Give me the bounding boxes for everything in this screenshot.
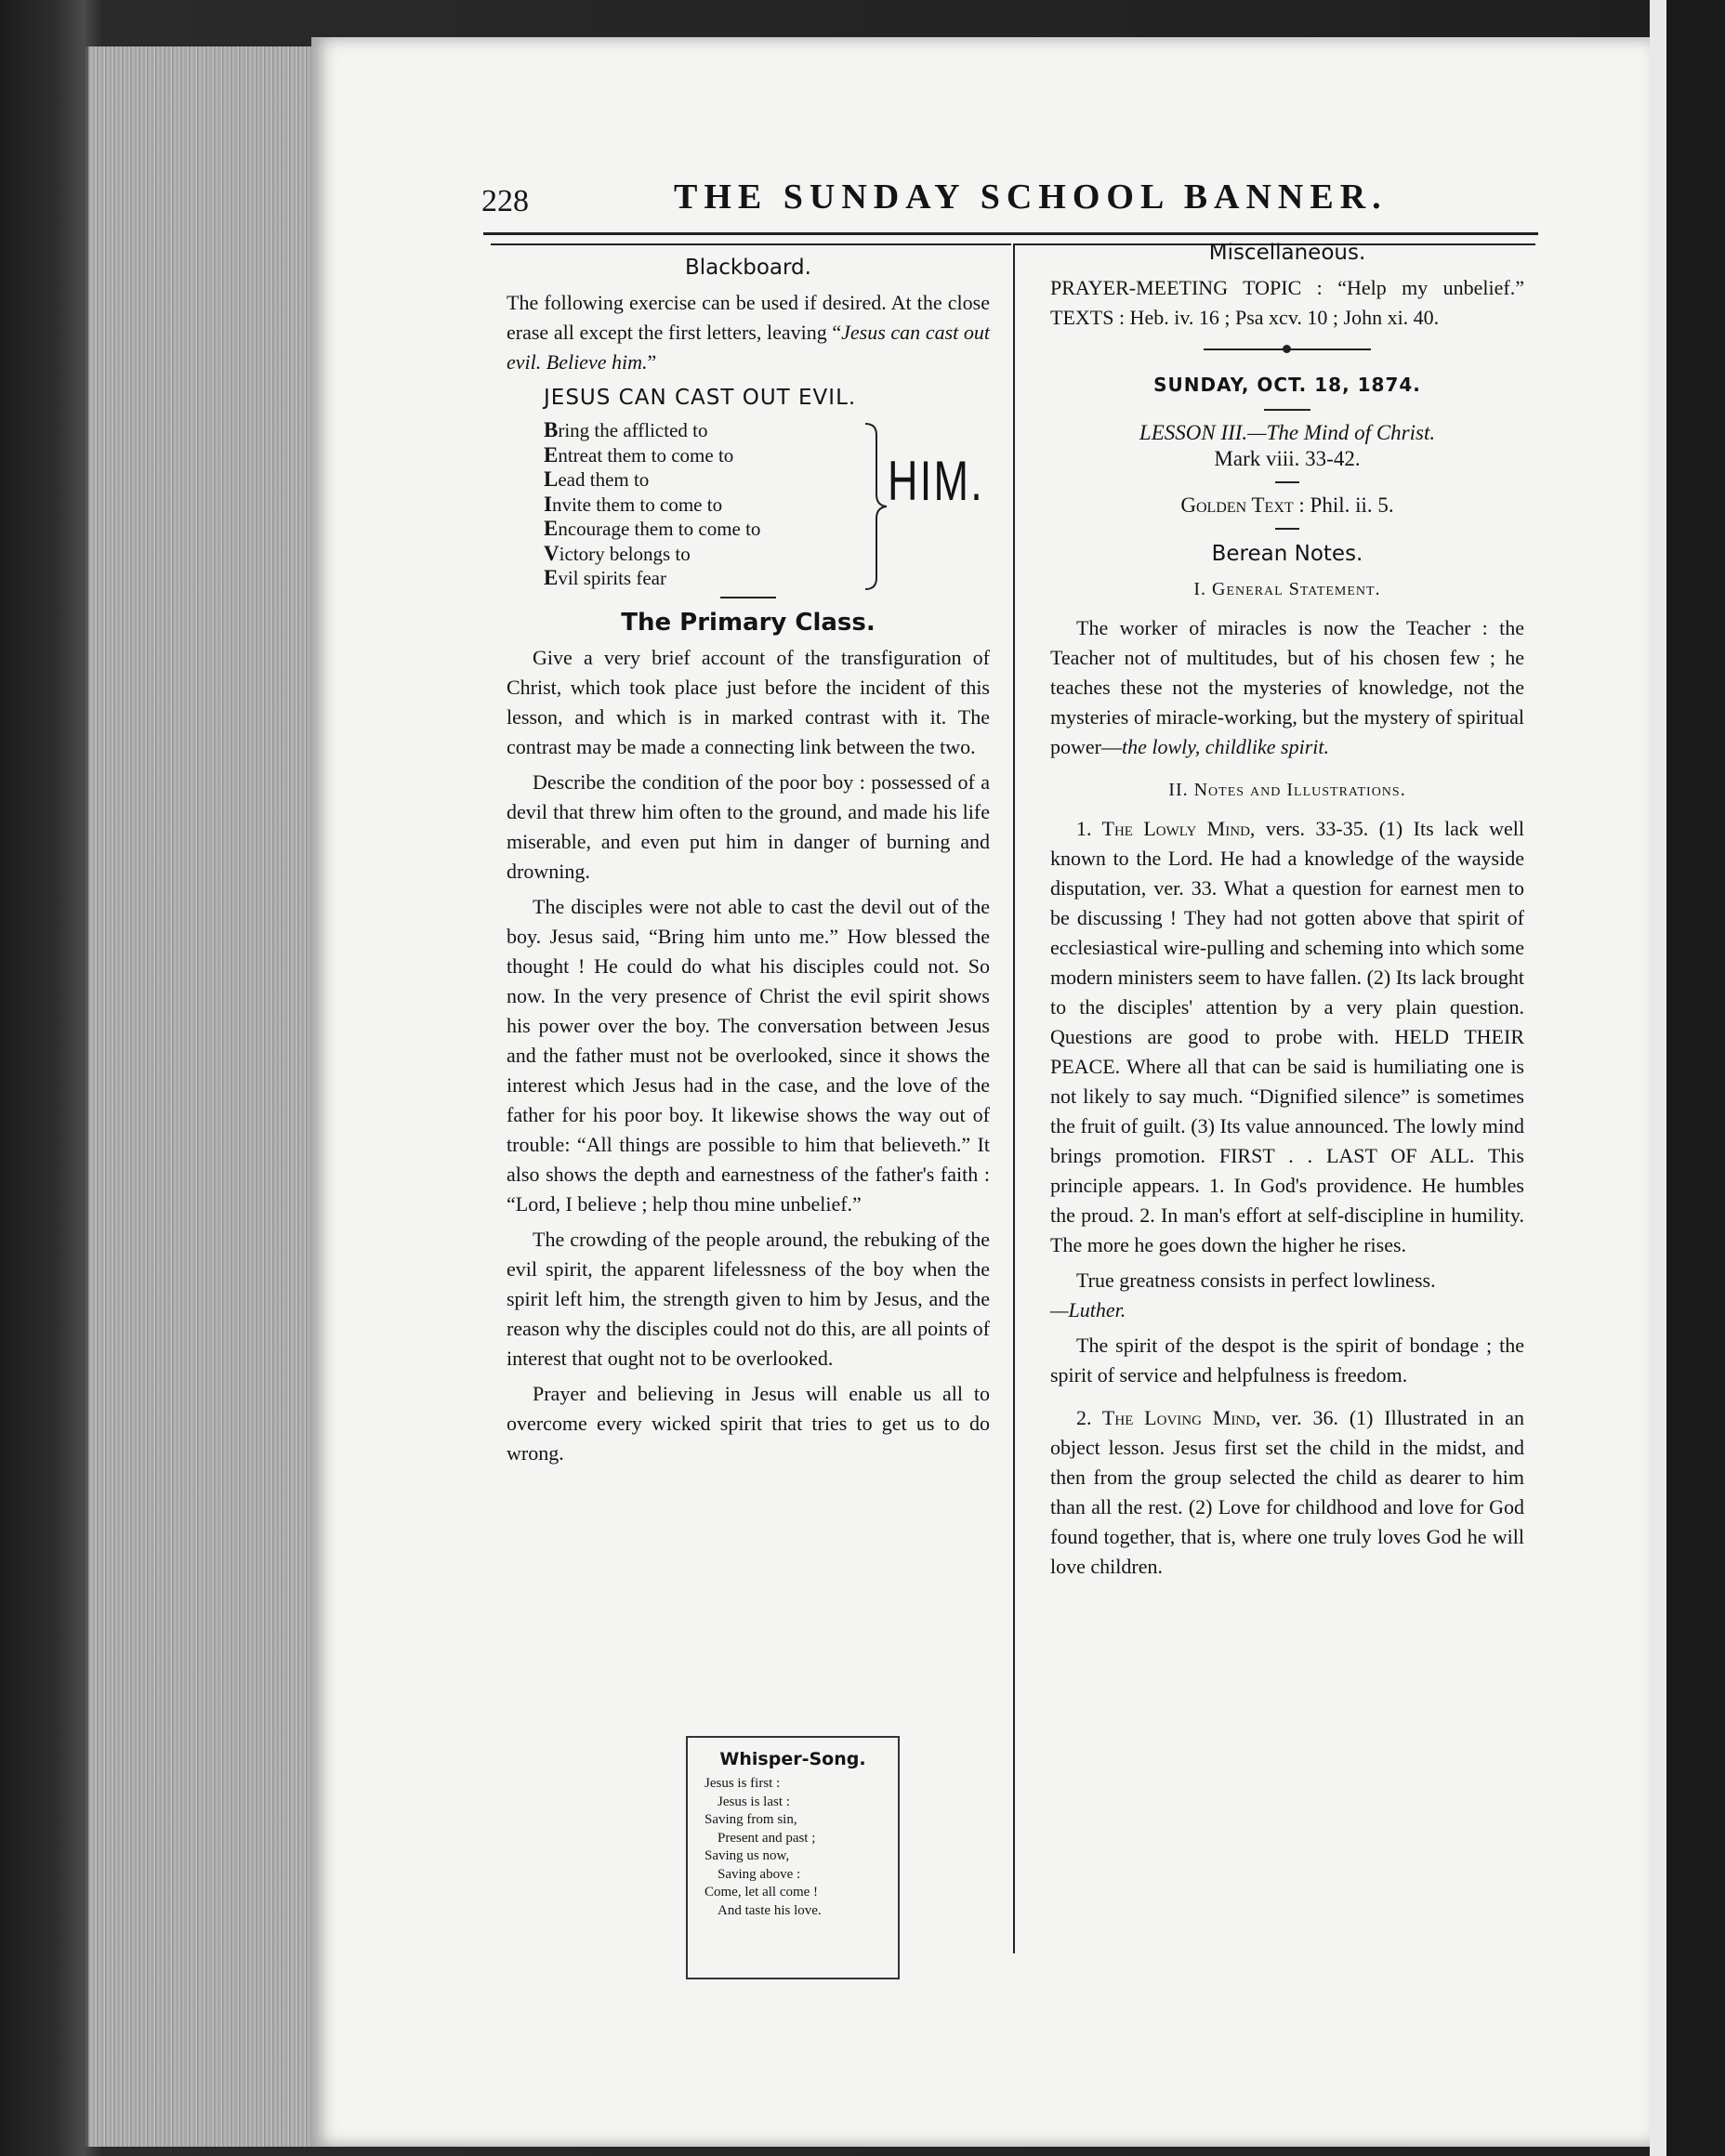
whisper-line: And taste his love. (718, 1902, 822, 1918)
luther-quote: True greatness consists in perfect lowliness. (1076, 1269, 1436, 1292)
section-divider (1275, 528, 1299, 530)
notes-heading: II. Notes and Illustrations. (1168, 780, 1406, 800)
despot-quote: The spirit of the despot is the spirit of bondage ; the spirit of service and helpfulness is freedom. (1050, 1334, 1524, 1387)
general-statement-heading: I. General Statement. (1193, 579, 1381, 599)
left-column (507, 253, 990, 1474)
him-word: HIM. (888, 450, 984, 512)
primary-paragraph-1: Give a very brief account of the transfiguration of Christ, which took place just before the incident of this lesson, and which is in marked contrast with it. The contrast may be made a connecting link between the two. (507, 646, 990, 758)
berean-notes-heading: Berean Notes. (1211, 542, 1363, 566)
primary-paragraph-4: The crowding of the people around, the rebuking of the evil spirit, the apparent lifelessness of the boy when the spirit left him, the strength given to him by Jesus, and the reason why the disciples could not do this, are all points of interest that ought not to be overlooked. (507, 1228, 990, 1370)
page-stack-edge (86, 46, 330, 2147)
whisper-line: Jesus is first : (704, 1776, 781, 1791)
section-divider (1275, 481, 1299, 483)
acrostic-title: JESUS CAN CAST OUT EVIL. (544, 386, 857, 410)
whisper-song-title: Whisper-Song. (719, 1749, 866, 1769)
acrostic-line: Invite them to come to (544, 492, 723, 516)
primary-paragraph-2: Describe the condition of the poor boy : possessed of a devil that threw him often to the ground, and made his life miserable, and even put him in danger of burning and drowning. (507, 770, 990, 883)
whisper-song-box (686, 1736, 900, 1979)
sunday-date: SUNDAY, OCT. 18, 1874. (1153, 374, 1421, 396)
blackboard-intro-italic: Jesus can cast out evil. Believe him. (507, 321, 991, 374)
section-divider (1264, 409, 1310, 411)
whisper-line: Saving from sin, (704, 1812, 797, 1827)
primary-paragraph-5: Prayer and believing in Jesus will enable us all to overcome every wicked spirit that tries to get us to do wrong. (507, 1382, 990, 1465)
miscellaneous-heading: Miscellaneous. (1208, 241, 1366, 265)
acrostic-line: Entreat them to come to (544, 442, 734, 467)
scanner-border (1666, 0, 1725, 2156)
general-statement-text: The worker of miracles is now the Teacher : the Teacher not of multitudes, but of his chosen few ; he teaches these not the mysteries of knowledge, not the mysteries of miracle-working, but the mystery of spiritual power—the lowly, childlike spirit. (1050, 616, 1524, 758)
header-rule (483, 232, 1538, 235)
luther-attribution: —Luther. (1050, 1298, 1126, 1321)
prayer-meeting-topic: PRAYER-MEETING TOPIC : “Help my unbelief.” TEXTS : Heb. iv. 16 ; Psa xcv. 10 ; John xi. 40. (1050, 276, 1524, 329)
acrostic (544, 418, 990, 593)
blackboard-heading: Blackboard. (685, 256, 811, 280)
primary-paragraph-3: The disciples were not able to cast the devil out of the boy. Jesus said, “Bring him unto me.” How blessed the thought ! He could do what his disciples could not. So now. In the very presence of Christ the evil spirit shows his power over the boy. The conversation between Jesus and the father must not be overlooked, since it shows the interest which Jesus had in the case, and the love of the father for his poor boy. It likewise shows the way out of trouble: “All things are possible to him that believeth.” It also shows the depth and earnestness of the father's faith : “Lord, I believe ; help thou mine unbelief.” (507, 895, 990, 1216)
whisper-line: Jesus is last : (718, 1794, 790, 1809)
acrostic-line: Bring the afflicted to (544, 418, 708, 441)
page-number: 228 (481, 184, 529, 218)
blackboard-intro: The following exercise can be used if desired. At the close erase all except the first letters, leaving “Jesus can cast out evil. Believe him.” (507, 291, 991, 374)
note-lowly-mind: 1. The Lowly Mind, vers. 33-35. (1) Its lack well known to the Lord. He had a knowledge of the wayside disputation, ver. 33. What a question for earnest men to be discussing ! They had not gotten above that spirit of ecclesiastical wire-pulling and scheming into which some modern ministers seem to have fallen. (2) Its lack brought to the disciples' attention by a very plain question. Questions are good to probe with. HELD THEIR PEACE. Where all that can be said is humiliating one is not likely to say much. “Dignified silence” is sometimes the fruit of guilt. (3) Its value announced. The lowly mind brings promotion. FIRST . . LAST OF ALL. This principle appears. 1. In God's providence. He humbles the proud. 2. In man's effort at self-discipline in humility. The more he goes down the higher he rises. (1050, 817, 1524, 1256)
acrostic-line: Evil spirits fear (544, 566, 666, 589)
acrostic-line: Encourage them to come to (544, 517, 761, 540)
section-divider (720, 597, 776, 598)
primary-class-heading: The Primary Class. (621, 609, 876, 637)
running-title: THE SUNDAY SCHOOL BANNER. (674, 177, 1388, 217)
left-column-rule (491, 243, 1011, 245)
whisper-line: Come, let all come ! (704, 1885, 819, 1900)
golden-text: Golden Text : Phil. ii. 5. (1180, 493, 1394, 517)
acrostic-line: Victory belongs to (544, 541, 691, 565)
lesson-title: LESSON III.—The Mind of Christ. (1139, 421, 1436, 444)
ornament-rule (1204, 346, 1371, 353)
facing-page-edge (1650, 0, 1666, 2156)
whisper-line: Present and past ; (718, 1830, 816, 1846)
brace-symbol (862, 422, 889, 591)
whisper-line: Saving us now, (704, 1848, 790, 1863)
whisper-line: Saving above : (718, 1866, 801, 1882)
acrostic-line: Lead them to (544, 467, 650, 491)
note-loving-mind: 2. The Loving Mind, ver. 36. (1) Illustrated in an object lesson. Jesus first set the child in the midst, and then from the group selected the child as dearer to him than all the rest. (2) Love for childhood and love for God found together, that is, where one truly loves God he will love children. (1050, 1406, 1524, 1578)
right-column (1050, 238, 1524, 1587)
lesson-reference: Mark viii. 33-42. (1214, 447, 1361, 470)
column-divider (1013, 243, 1015, 1953)
